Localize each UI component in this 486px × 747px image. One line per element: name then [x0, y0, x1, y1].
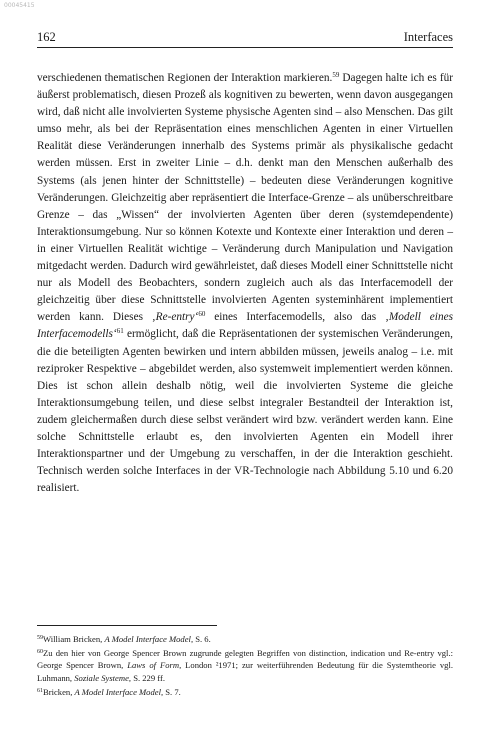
footnote-61: [37, 686, 453, 698]
running-title: Interfaces: [403, 30, 453, 44]
page-id-stamp: 00045415: [4, 2, 35, 9]
body-text-segment: verschiedenen thematischen Regionen der Interaktion markieren.: [37, 72, 333, 84]
footnote-text: Zu den hier von George Spencer Brown zugrunde gelegten Begriffen von distinction, indication und Re-entry vgl.: George Spencer Brown,: [37, 648, 453, 671]
footnote-rule: [37, 625, 217, 626]
body-text-segment: ermöglicht, daß die Repräsentationen der systemischen Veränderungen, die die beteiligten Agenten bewirken und intern abbilden müssen, jeweils analog – i.e. mit reziproker Respektive – abgebildet werden, also systemweit implementiert werden können. Dies ist schon allein deshalb nötig, weil die involvierten Systeme die gleiche Interaktionsumgebung teilen, und diese selbst integraler Bestandteil der Interaktion ist, zudem gleichermaßen durch diese selbst verändert wird bzw. verändert werden kann. Eine solche Schnittstelle erlaubt es, den involvierten Agenten ein Modell ihrer Interaktionspartner und der Umgebung zu verschaffen, in der die Interaktion geschieht. Technisch werden solche Interfaces in der VR-Technologie nach Abbildung 5.10 und 6.20 realisiert.: [37, 328, 453, 495]
header-rule: [37, 47, 453, 48]
footnote-title: Laws of Form: [127, 660, 180, 671]
footnote-text: William Bricken,: [43, 634, 105, 644]
footnote-title: Soziale Systeme: [74, 672, 129, 683]
footnote-number: 60: [37, 649, 43, 656]
footnote-ref-60[interactable]: 60: [198, 310, 206, 319]
footnote-text: , S. 229 ff.: [128, 672, 166, 683]
body-paragraph: [37, 70, 453, 497]
footnote-number: 61: [37, 687, 43, 694]
footnote-text: , S. 7.: [160, 686, 181, 697]
footnote-59: [37, 633, 453, 645]
page-number: 162: [37, 30, 56, 44]
model-term: ‚Modell eines Interfacemodells‘: [37, 311, 453, 341]
footnote-60: [37, 647, 453, 684]
footnote-number: 59: [37, 635, 43, 641]
running-header: [37, 30, 453, 45]
re-entry-term: ‚Re-entry‘: [151, 311, 199, 324]
footnote-title: A Model Interface Model: [104, 634, 191, 644]
footnote-text: , London ²1971; zur weiterführenden Bedeutung für die Systemtheorie vgl. Luhmann,: [37, 660, 453, 683]
body-text-segment: Dagegen halte ich es für äußerst problematisch, diesen Prozeß als kognitiven zu bewerten, wenn davon ausgegangen wird, daß nicht alle involvierten Systeme physische Agenten sind – also Menschen. Das gilt umso mehr, als bei der Repräsentation eines menschlichen Agenten in einer Virtuellen Realität diese Veränderungen innerhalb des Systems primär als physikalische gedacht werden müssen. Erst in zweiter Linie – d.h. denkt man den Menschen außerhalb des Systems (als jenen hinter der Schnittstelle) – bedeuten diese Veränderungen kognitive Veränderungen. Gleichzeitig aber repräsentiert die Interface-Grenze – als unüberschreitbare Grenze – das „Wissen“ der involvierten Agenten über deren (systemdependente) Interaktionsumgebung. Nur so können Kotexte und Kontexte einer Interaktion und deren – in einer Virtuellen Realität wichtige – Veränderung durch Manipulation und Navigation mitgedacht werden. Dadurch wird gewährleistet, daß dieses Modell einer Schnittstelle nicht nur als Modell des Beobachters, sondern zugleich auch als das Interfacemodell der gleichzeitig über diese Schnittstelle involvierten Agenten systeminhärent implementiert werden kann. Dieses: [37, 72, 453, 324]
footnotes: [37, 633, 453, 700]
footnote-text: , S. 6.: [190, 634, 211, 644]
footnote-ref-61[interactable]: 61: [116, 327, 124, 336]
footnote-title: A Model Interface Model: [74, 686, 161, 697]
footnote-text: Bricken,: [43, 686, 75, 697]
body-text-segment: eines Interfacemodells, also das: [205, 311, 386, 324]
footnote-ref-59[interactable]: 59: [332, 71, 340, 79]
